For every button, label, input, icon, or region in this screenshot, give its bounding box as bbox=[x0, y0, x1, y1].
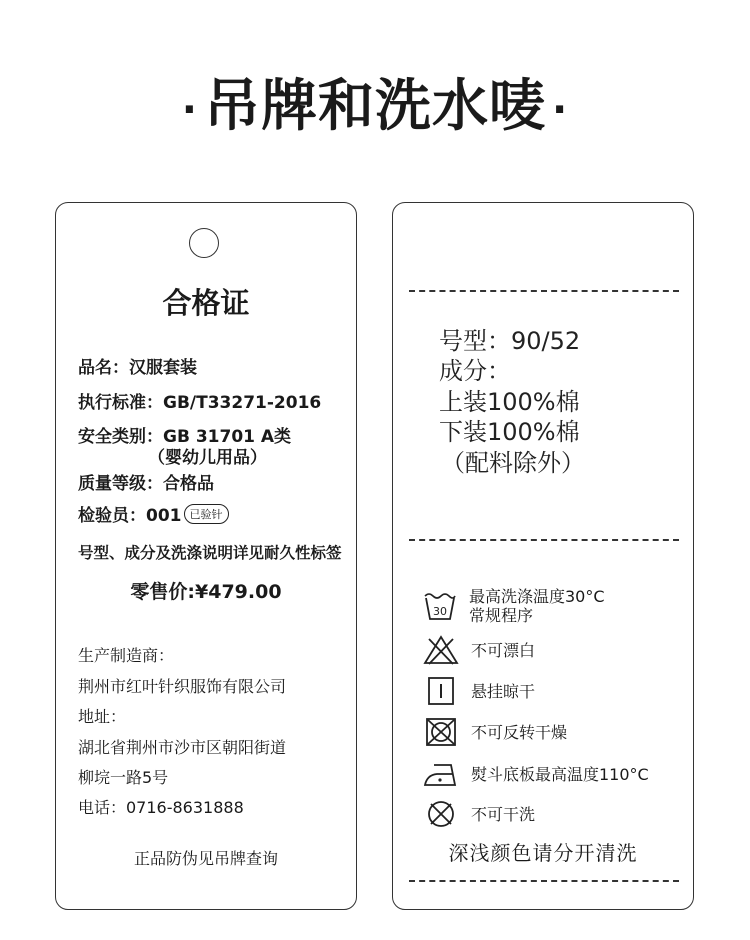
phone: 电话：0716-8631888 bbox=[78, 798, 244, 817]
care-item-no-bleach bbox=[423, 635, 535, 665]
care-item-wash bbox=[423, 587, 605, 625]
iron-icon bbox=[423, 759, 459, 789]
needle-checked-stamp: 已验针 bbox=[184, 504, 229, 524]
care-no-dry-clean-text: 不可干洗 bbox=[471, 804, 536, 824]
care-label-card bbox=[392, 202, 694, 910]
product-name: 品名：汉服套装 bbox=[78, 358, 197, 378]
safety-category-note: （婴幼儿用品） bbox=[148, 448, 267, 468]
page-title-text: 吊牌和洗水唛 bbox=[204, 74, 546, 139]
separate-colors-note: 深浅颜色请分开清洗 bbox=[448, 841, 638, 865]
page-title bbox=[0, 62, 750, 142]
manufacturer-label: 生产制造商： bbox=[78, 646, 175, 665]
dashed-divider-top bbox=[409, 290, 679, 292]
care-wash-line2: 常规程序 bbox=[469, 606, 534, 625]
care-item-iron bbox=[423, 759, 649, 789]
address-label: 地址： bbox=[78, 707, 127, 726]
hang-tag-card bbox=[55, 202, 357, 910]
address-line-2: 柳垸一路5号 bbox=[78, 768, 169, 787]
size-spec: 号型：90/52 bbox=[439, 327, 581, 355]
inspector bbox=[78, 501, 229, 526]
drip-hang-dry-icon bbox=[423, 676, 459, 706]
no-tumble-dry-icon bbox=[423, 717, 459, 747]
tag-hole bbox=[189, 228, 219, 258]
wash-30-icon bbox=[423, 591, 457, 621]
manufacturer-name: 荆州市红叶针织服饰有限公司 bbox=[78, 677, 287, 696]
excluding-trims: （配料除外） bbox=[441, 449, 585, 477]
dashed-divider-middle bbox=[409, 539, 679, 541]
care-wash-line1: 最高洗涤温度30°C bbox=[469, 587, 605, 606]
care-item-hang-dry bbox=[423, 676, 535, 706]
top-composition: 上装100%棉 bbox=[439, 388, 580, 416]
no-bleach-icon bbox=[423, 635, 459, 665]
care-no-tumble-text: 不可反转干燥 bbox=[471, 722, 568, 742]
care-iron-text: 熨斗底板最高温度110°C bbox=[471, 764, 649, 784]
execution-standard: 执行标准：GB/T33271-2016 bbox=[78, 393, 322, 413]
wash-temp-text: 30 bbox=[433, 605, 447, 618]
care-no-bleach-text: 不可漂白 bbox=[471, 640, 536, 660]
safety-category: 安全类别：GB 31701 A类 bbox=[78, 427, 292, 447]
bottom-composition: 下装100%棉 bbox=[439, 418, 580, 446]
dashed-divider-bottom bbox=[409, 880, 679, 882]
care-hang-dry-text: 悬挂晾干 bbox=[471, 681, 536, 701]
inspector-text: 检验员：001 bbox=[78, 506, 182, 526]
no-dry-clean-icon bbox=[423, 799, 459, 829]
address-line-1: 湖北省荆州市沙市区朝阳街道 bbox=[78, 738, 287, 757]
durable-label-note: 号型、成分及洗涤说明详见耐久性标签 bbox=[78, 544, 342, 562]
retail-price: 零售价:¥479.00 bbox=[130, 581, 282, 603]
care-item-no-dry-clean bbox=[423, 799, 535, 829]
certificate-heading: 合格证 bbox=[162, 286, 250, 320]
anti-counterfeit-note: 正品防伪见吊牌查询 bbox=[133, 849, 278, 868]
quality-grade: 质量等级：合格品 bbox=[78, 474, 214, 494]
composition-label: 成分： bbox=[439, 357, 511, 385]
care-item-no-tumble bbox=[423, 717, 567, 747]
title-dot-left: · bbox=[181, 86, 198, 133]
title-dot-right: · bbox=[552, 86, 569, 133]
